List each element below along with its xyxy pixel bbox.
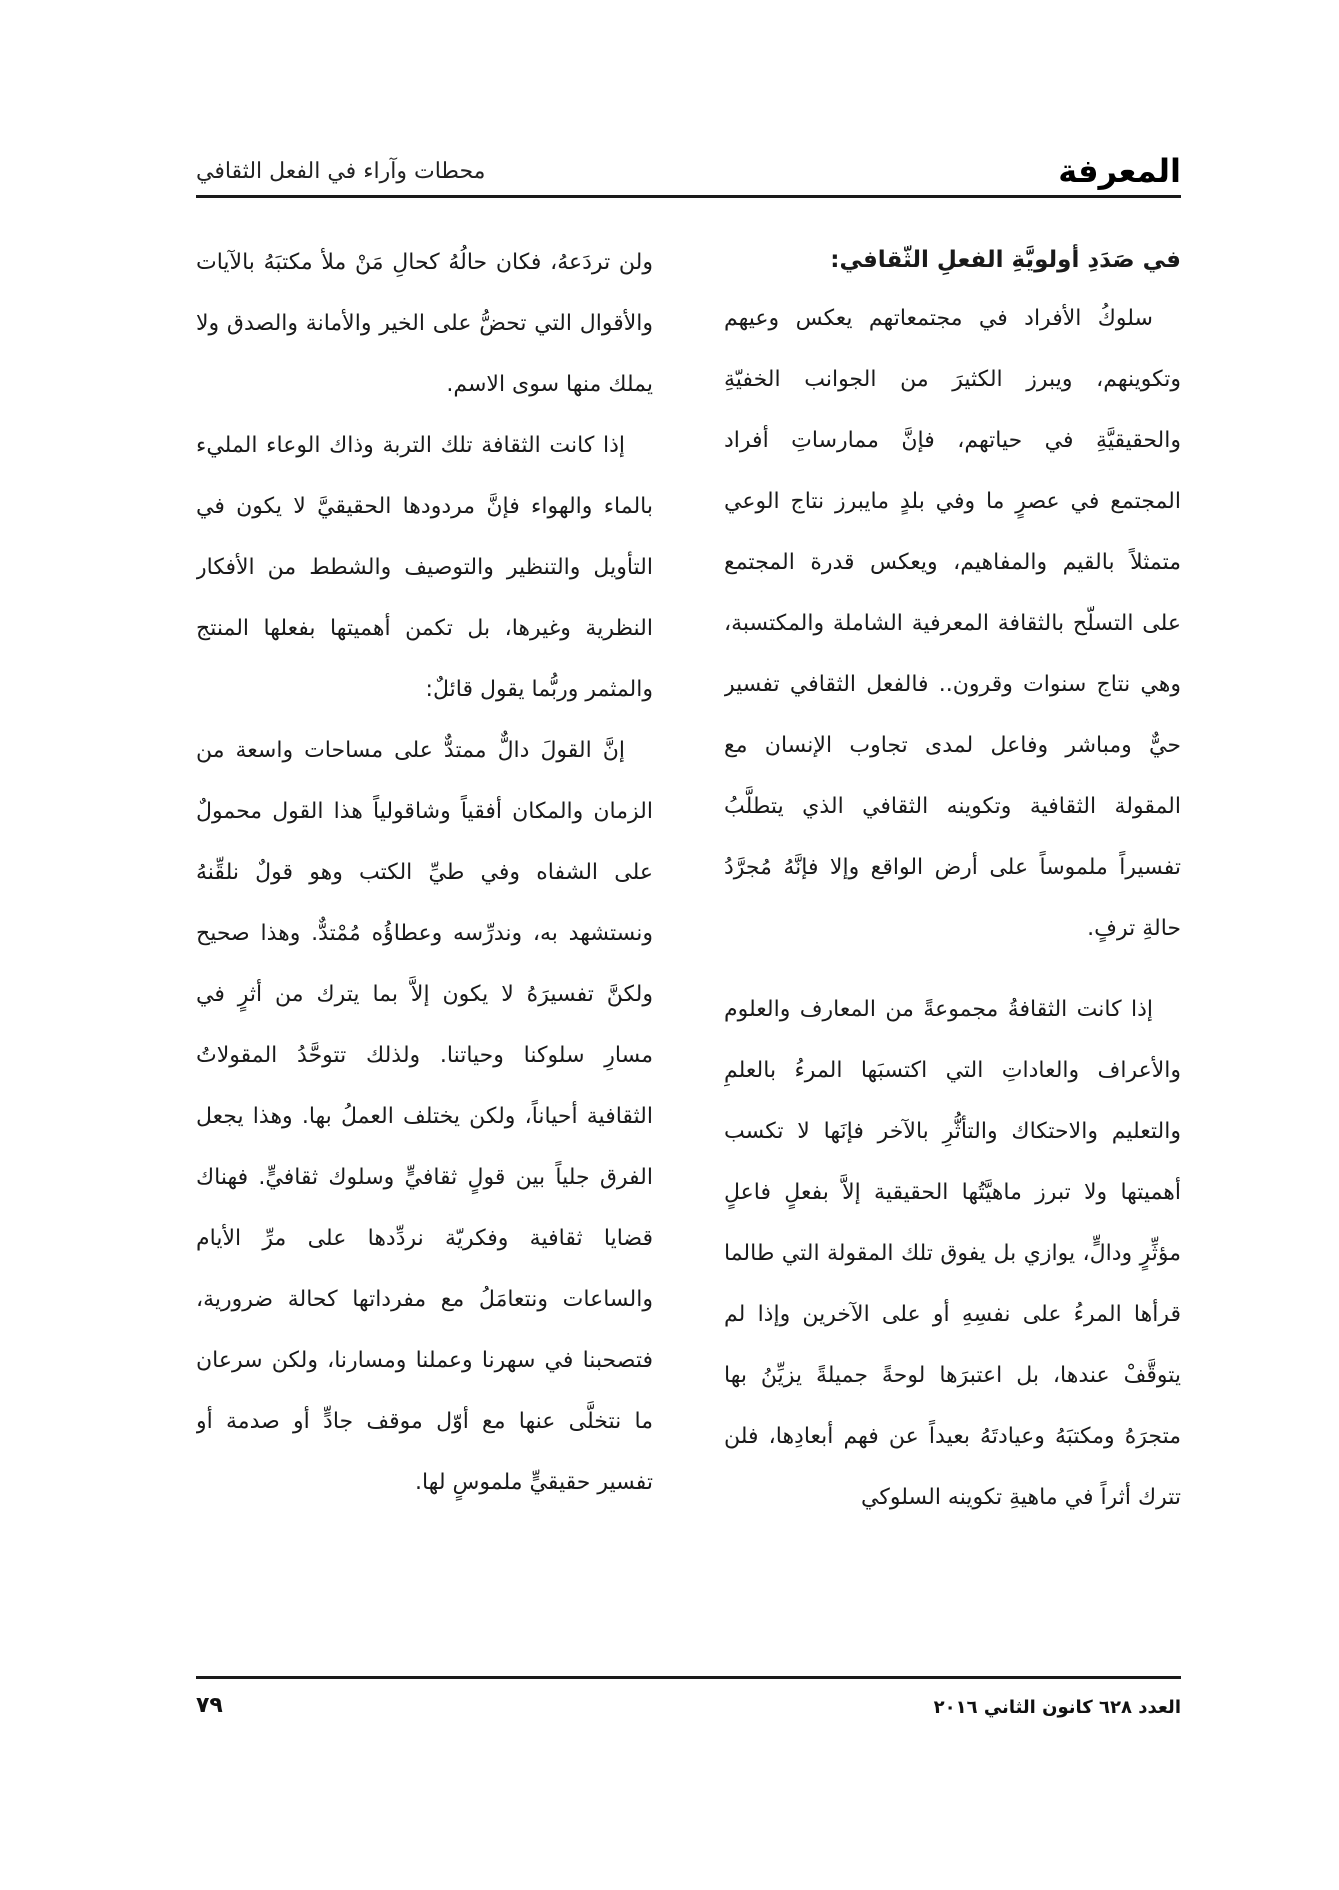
section-title: محطات وآراء في الفعل الثقافي xyxy=(196,159,486,184)
left-column xyxy=(196,232,653,1668)
body-paragraph: سلوكُ الأفراد في مجتمعاتهم يعكس وعيهم وتكوينهم، ويبرز الكثيرَ من الجوانب الخفيّةِ والحقيقيَّةِ في حياتهم، فإنَّ ممارساتِ أفراد المجتمع في عصرٍ ما وفي بلدٍ مايبرز نتاج الوعي متمثلاً بالقيم والمفاهيم، ويعكس قدرة المجتمع على التسلّح بالثقافة المعرفية الشاملة والمكتسبة، وهي نتاج سنوات وقرون.. فالفعل الثقافي تفسير حيٌّ ومباشر وفاعل لمدى تجاوب الإنسان مع المقولة الثقافية وتكوينه الثقافي الذي يتطلَّبُ تفسيراً ملموساً على أرض الواقع وإلا فإنَّهُ مُجرَّدُ حالةِ ترفٍ. xyxy=(724,306,1181,941)
page-header xyxy=(196,150,1181,192)
page-number: ٧٩ xyxy=(196,1693,223,1718)
right-column xyxy=(724,232,1181,1668)
magazine-masthead: المعرفة xyxy=(1058,152,1181,190)
header-divider xyxy=(196,195,1181,198)
subheading: في صَدَدِ أولويَّةِ الفعلِ الثّقافي: xyxy=(830,247,1181,273)
body-paragraph: ولن تردَعهُ، فكان حالُهُ كحالِ مَنْ ملأ مكتبَهُ بالآيات والأقوال التي تحضُّ على الخير والأمانة والصدق ولا يملك منها سوى الاسم. xyxy=(196,250,653,397)
body-paragraph: إنَّ القولَ دالٌّ ممتدٌّ على مساحات واسعة من الزمان والمكان أفقياً وشاقولياً هذا القول محمولٌ على الشفاه وفي طيِّ الكتب وهو قولٌ نلقِّنهُ ونستشهد به، وندرِّسه وعطاؤُه مُمْتدٌّ. وهذا صحيح ولكنَّ تفسيرَهُ لا يكون إلاَّ بما يترك من أثرٍ في مسارِ سلوكنا وحياتنا. ولذلك تتوحَّدُ المقولاتُ الثقافية أحياناً، ولكن يختلف العملُ بها. وهذا يجعل الفرق جلياً بين قولٍ ثقافيٍّ وسلوك ثقافيٍّ. فهناك قضايا ثقافية وفكريّة نردِّدها على مرِّ الأيام والساعات ونتعامَلُ مع مفرداتها كحالة ضرورية، فتصحبنا في سهرنا وعملنا ومسارنا، ولكن سرعان ما نتخلَّى عنها مع أوّل موقف جادٍّ أو صدمة أو تفسير حقيقيٍّ ملموسٍ لها. xyxy=(196,738,653,1495)
body-paragraph: إذا كانت الثقافة تلك التربة وذاك الوعاء المليء بالماء والهواء فإنَّ مردودها الحقيقيَّ لا يكون في التأويل والتنظير والتوصيف والشطط من الأفكار النظرية وغيرها، بل تكمن أهميتها بفعلها المنتج والمثمر وربُّما يقول قائلٌ: xyxy=(196,433,653,702)
issue-info: العدد ٦٢٨ كانون الثاني ٢٠١٦ xyxy=(933,1697,1181,1718)
body-paragraph: إذا كانت الثقافةُ مجموعةً من المعارف والعلوم والأعراف والعاداتِ التي اكتسبَها المرءُ بالعلمِ والتعليم والاحتكاك والتأثُّرِ بالآخر فإنَها لا تكسب أهميتها ولا تبرز ماهيَّتُها الحقيقية إلاَّ بفعلٍ فاعلٍ مؤثِّرٍ ودالٍّ، يوازي بل يفوق تلك المقولة التي طالما قرأها المرءُ على نفسِهِ أو على الآخرين وإذا لم يتوقَّفْ عندها، بل اعتبرَها لوحةً جميلةً يزيِّنُ بها متجرَهُ ومكتبَهُ وعيادتَهُ بعيداً عن فهم أبعادِها، فلن تترك أثراً في ماهيةِ تكوينه السلوكي xyxy=(724,997,1181,1510)
footer-divider xyxy=(196,1676,1181,1679)
paragraph-gap xyxy=(724,959,1181,979)
